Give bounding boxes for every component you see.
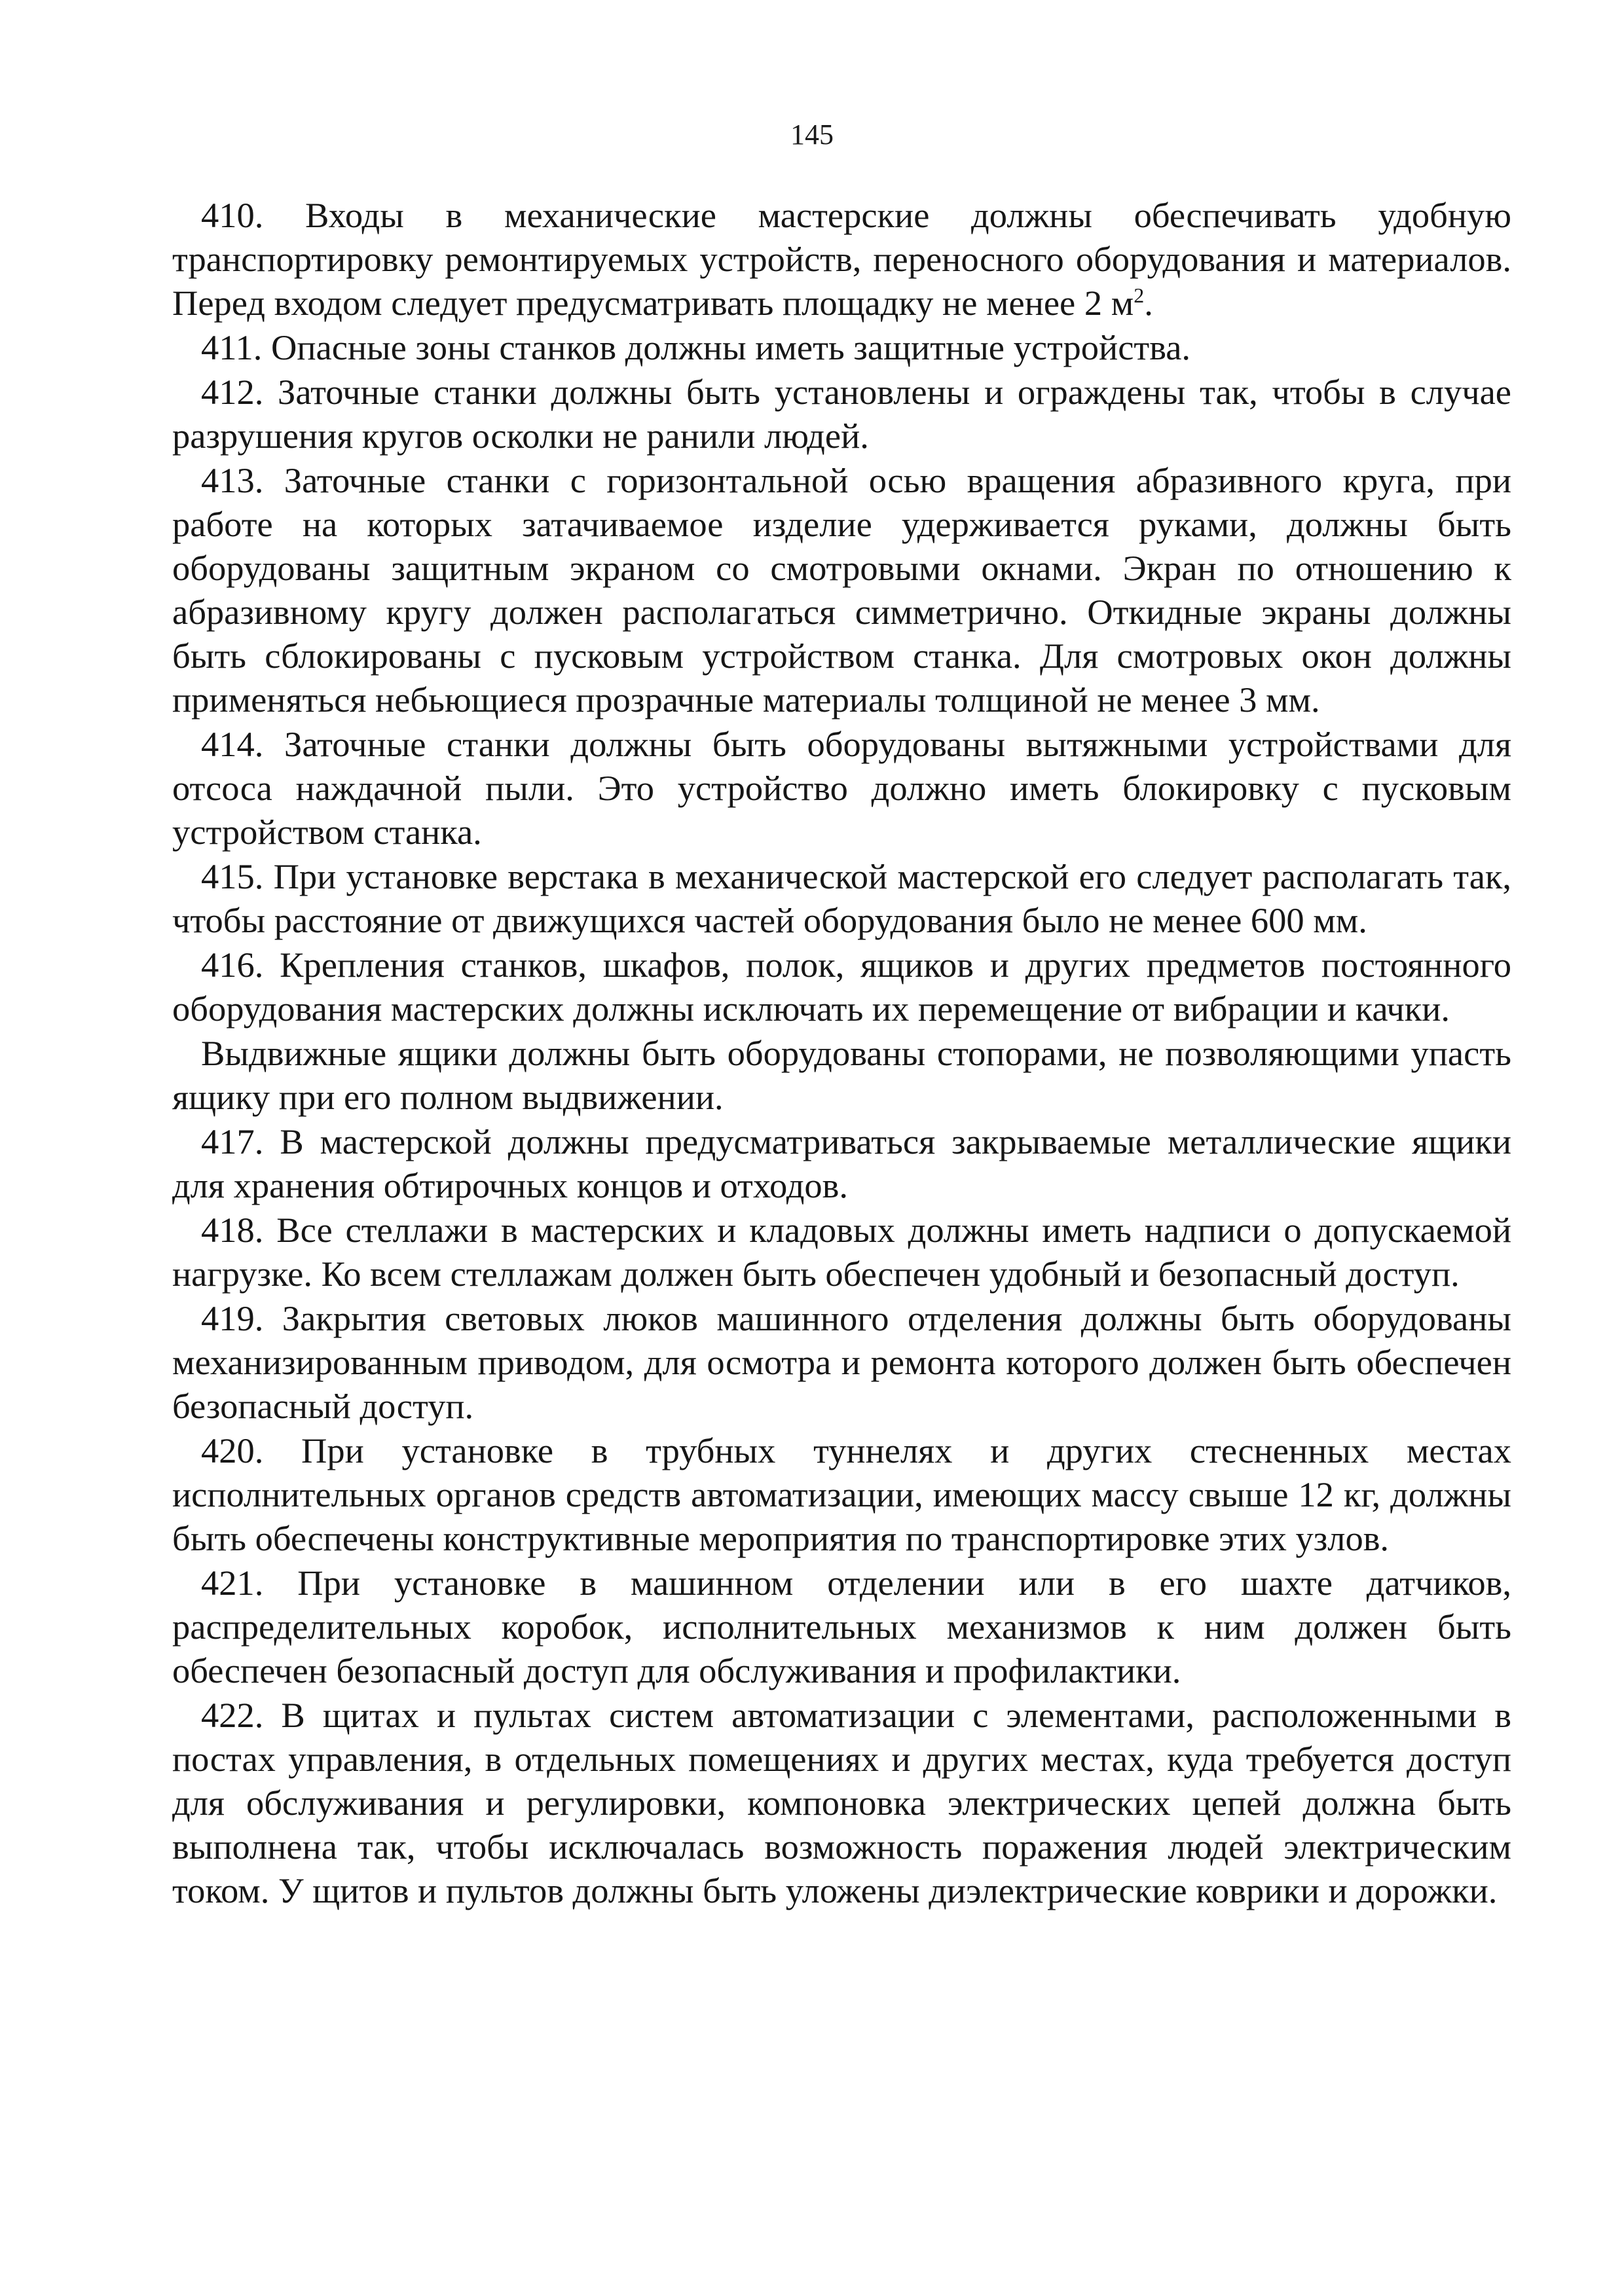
paragraph-text: Заточные станки должны быть оборудованы вытяжными устройствами для отсоса наждачной пыли. Это устройство должно иметь блокировку с пусковым устройством станка.: [172, 724, 1512, 852]
paragraph-text: Заточные станки должны быть установлены и ограждены так, чтобы в случае разрушения кругов осколки не ранили людей.: [172, 372, 1512, 456]
paragraph-text: Опасные зоны станков должны иметь защитные устройства.: [270, 327, 1191, 367]
paragraph-text: Все стеллажи в мастерских и кладовых должны иметь надписи о допускаемой нагрузке. Ко всем стеллажам должен быть обеспечен удобный и безопасный доступ.: [172, 1210, 1512, 1294]
paragraph-number: 411.: [201, 327, 263, 367]
paragraph-number: 414.: [201, 724, 264, 764]
paragraph-text: Выдвижные ящики должны быть оборудованы стопорами, не позволяющими упасть ящику при его полном выдвижении.: [172, 1033, 1511, 1117]
paragraph-text: При установке верстака в механической мастерской его следует располагать так, чтобы расстояние от движущихся частей оборудования было не менее 600 мм.: [172, 856, 1511, 940]
paragraph-416: [172, 943, 1511, 1030]
paragraph-number: 420.: [201, 1430, 264, 1470]
paragraph-text: Закрытия световых люков машинного отделения должны быть оборудованы механизированным приводом, для осмотра и ремонта которого должен быть обеспечен безопасный доступ.: [172, 1298, 1512, 1426]
paragraph-tail: .: [1144, 283, 1153, 323]
paragraph-414: [172, 722, 1511, 854]
paragraph-text: Крепления станков, шкафов, полок, ящиков и других предметов постоянного оборудования мастерских должны исключать их перемещение от вибрации и качки.: [172, 945, 1511, 1029]
paragraph-420: [172, 1429, 1511, 1560]
paragraph-number: 422.: [201, 1695, 264, 1735]
paragraph-text: При установке в машинном отделении или в его шахте датчиков, распределительных коробок, исполнительных механизмов к ним должен быть обеспечен безопасный доступ для обслуживания и профилактики.: [172, 1563, 1511, 1690]
paragraph-text: При установке в трубных туннелях и других стесненных местах исполнительных органов средств автоматизации, имеющих массу свыше 12 кг, должны быть обеспечены конструктивные мероприятия по транспортировке этих узлов.: [172, 1430, 1512, 1558]
paragraph-number: 417.: [201, 1121, 264, 1161]
paragraph-412: [172, 370, 1511, 458]
paragraph-number: 418.: [201, 1210, 264, 1250]
paragraph-text: Входы в механические мастерские должны обеспечивать удобную транспортировку ремонтируемых устройств, переносного оборудования и материалов. Перед входом следует предусматривать площадку не менее 2 м: [172, 195, 1511, 323]
paragraph-text: В щитах и пультах систем автоматизации с элементами, расположенными в постах управления, в отдельных помещениях и других местах, куда требуется доступ для обслуживания и регулировки, компоновка электрических цепей должна быть выполнена так, чтобы исключалась возможность поражения людей электрическим током. У щитов и пультов должны быть уложены диэлектрические коврики и дорожки.: [172, 1695, 1511, 1910]
paragraph-number: 421.: [201, 1563, 264, 1603]
page-number: 145: [790, 118, 834, 151]
paragraph-421: [172, 1561, 1511, 1692]
paragraph-422: [172, 1693, 1511, 1912]
paragraph-number: 412.: [201, 372, 264, 412]
paragraph-number: 413.: [201, 460, 264, 500]
paragraph-number: 410.: [201, 195, 264, 235]
paragraph-number: 416.: [201, 945, 264, 985]
paragraph-text: Заточные станки с горизонтальной осью вращения абразивного круга, при работе на которых затачиваемое изделие удерживается руками, должны быть оборудованы защитным экраном со смотровыми окнами. Экран по отношению к абразивному кругу должен располагаться симметрично. Откидные экраны должны быть сблокированы с пусковым устройством станка. Для смотровых окон должны применяться небьющиеся прозрачные материалы толщиной не менее 3 мм.: [172, 460, 1511, 720]
paragraph-413: [172, 458, 1511, 721]
paragraph-417: [172, 1120, 1511, 1207]
paragraph-415: [172, 854, 1511, 942]
paragraph-number: 419.: [201, 1298, 264, 1338]
paragraph-text: В мастерской должны предусматриваться закрываемые металлические ящики для хранения обтирочных концов и отходов.: [172, 1121, 1511, 1205]
document-body: [172, 193, 1511, 1912]
paragraph-419: [172, 1296, 1511, 1428]
paragraph-410: [172, 193, 1511, 325]
paragraph-418: [172, 1208, 1511, 1296]
paragraph-number: 415.: [201, 856, 264, 896]
paragraph-416-continuation: [172, 1031, 1511, 1119]
superscript: 2: [1134, 283, 1145, 307]
paragraph-411: [172, 325, 1511, 369]
